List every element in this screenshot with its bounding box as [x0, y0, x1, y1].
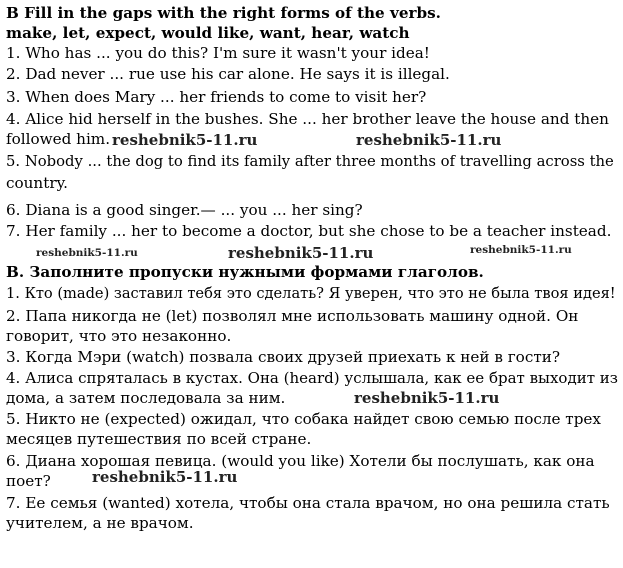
task-item-ru-4: 4. Алиса спряталась в кустах. Она (heard) услышала, как ее брат выходит из [6, 369, 618, 387]
task-item-ru-7: 7. Ее семья (wanted) хотела, чтобы она стала врачом, но она решила стать [6, 494, 610, 512]
task-item-en-5: 5. Nobody ... the dog to find its family after three months of travelling across the [6, 153, 614, 170]
task-heading-en: B Fill in the gaps with the right forms of the verbs. [6, 4, 441, 22]
task-item-en-1: 1. Who has ... you do this? I'm sure it wasn't your idea! [6, 44, 430, 62]
watermark-text: reshebnik5-11.ru [228, 244, 374, 262]
word-bank: make, let, expect, would like, want, hear, watch [6, 24, 410, 42]
task-item-en-6: 6. Diana is a good singer.— ... you ... her sing? [6, 201, 363, 219]
task-item-ru-7-cont: учителем, а не врачом. [6, 514, 194, 532]
task-item-ru-3: 3. Когда Мэри (watch) позвала своих друзей приехать к ней в гости? [6, 348, 560, 366]
watermark-text: reshebnik5-11.ru [354, 389, 500, 407]
watermark-text: reshebnik5-11.ru [356, 131, 502, 149]
task-item-en-2: 2. Dad never ... rue use his car alone. He says it is illegal. [6, 65, 450, 83]
task-item-ru-6: 6. Диана хорошая певица. (would you like) Хотели бы послушать, как она [6, 452, 595, 470]
task-item-ru-5-cont: месяцев путешествия по всей стране. [6, 430, 312, 448]
task-item-en-7: 7. Her family ... her to become a doctor, but she chose to be a teacher instead. [6, 222, 612, 240]
task-item-en-5-cont: country. [6, 174, 68, 192]
task-item-ru-2: 2. Папа никогда не (let) позволял мне использовать машину одной. Он [6, 307, 579, 325]
watermark-text: reshebnik5-11.ru [112, 131, 258, 149]
watermark-text: reshebnik5-11.ru [470, 244, 572, 256]
task-item-ru-1: 1. Кто (made) заставил тебя это сделать? Я уверен, что это не была твоя идея! [6, 285, 616, 302]
task-item-ru-6-cont: поет? [6, 472, 51, 490]
watermark-text: reshebnik5-11.ru [36, 247, 138, 259]
task-item-ru-4-cont: дома, а затем последовала за ним. [6, 389, 286, 407]
task-heading-ru: В. Заполните пропуски нужными формами глаголов. [6, 263, 484, 281]
task-item-ru-5: 5. Никто не (expected) ожидал, что собака найдет свою семью после трех [6, 410, 601, 428]
task-item-en-4: 4. Alice hid herself in the bushes. She ... her brother leave the house and then [6, 110, 609, 128]
watermark-text: reshebnik5-11.ru [92, 468, 238, 486]
task-item-ru-2-cont: говорит, что это незаконно. [6, 327, 232, 345]
task-item-en-4-cont: followed him. [6, 130, 111, 148]
task-item-en-3: 3. When does Mary ... her friends to come to visit her? [6, 88, 427, 106]
